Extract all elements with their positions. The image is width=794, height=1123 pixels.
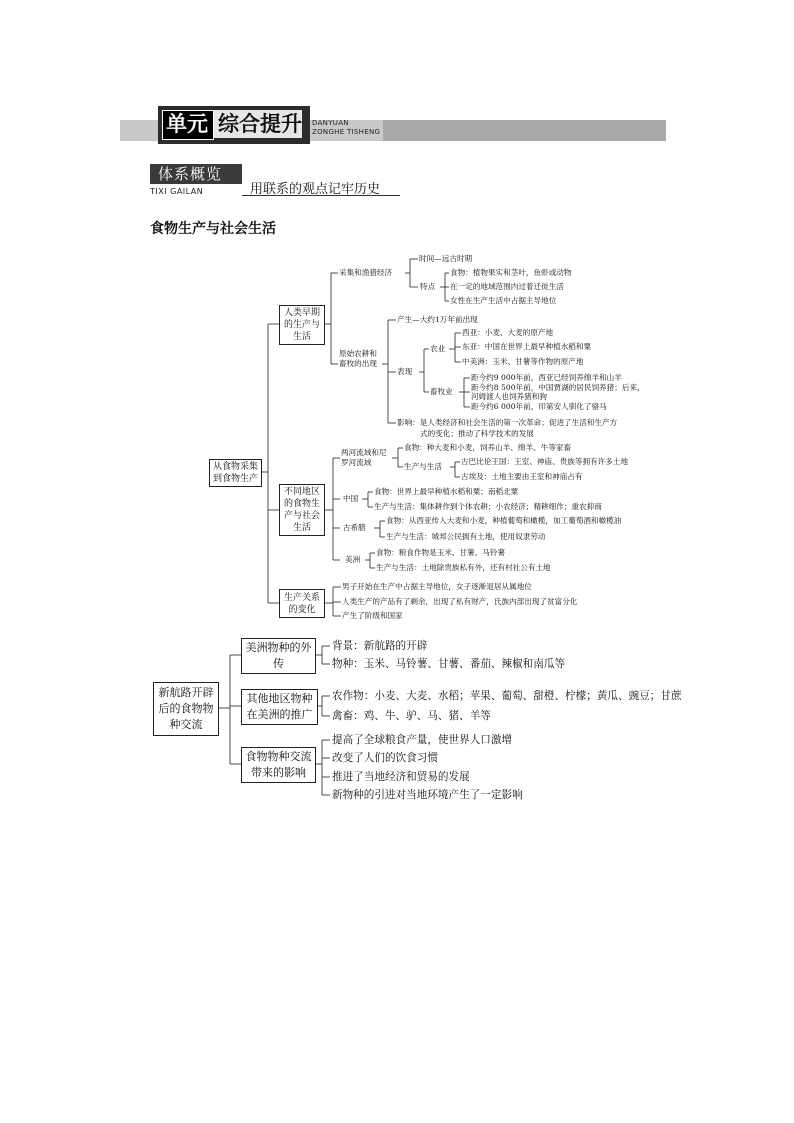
- gather-feature-3: 女性在生产生活中占据主导地位: [450, 296, 557, 305]
- map1-branch-relations: 生产关系的变化: [279, 589, 325, 618]
- map1-root: 从食物采集到食物生产: [209, 459, 262, 487]
- herd-2: 距今约8 500年前，中国贾湖的居民饲养猪；后来，: [471, 383, 645, 392]
- impact-1: 提高了全球粮食产量，使世界人口激增: [332, 734, 513, 746]
- impact-4: 新物种的引进对当地环境产生了一定影响: [332, 789, 523, 801]
- in-livestock: 禽畜：鸡、牛、驴、马、猪、羊等: [332, 710, 491, 722]
- farming-impact-2: 式的变化；推动了科学技术的发展: [420, 429, 534, 438]
- relation-2: 人类生产的产品有了剩余，出现了私有财产，氏族内部出现了贫富分化: [342, 597, 578, 606]
- map2-branch-impact: 食物物种交流带来的影响: [241, 747, 316, 783]
- out-species: 物种：玉米、马铃薯、甘薯、番茄、辣椒和南瓜等: [332, 658, 566, 670]
- region-america: 美洲: [345, 555, 361, 564]
- herd-4: 距今约6 000年前，印第安人驯化了骆马: [471, 402, 607, 411]
- impact-3: 推进了当地经济和贸易的发展: [332, 771, 470, 783]
- america-food: 食物：粮食作物是玉米、甘薯、马铃薯: [376, 548, 506, 557]
- farming-origin: 原始农耕和畜牧的出现: [339, 349, 377, 368]
- region-china: 中国: [343, 494, 359, 503]
- farming-agri: 农业: [430, 344, 446, 353]
- section-subtitle: 用联系的观点记牢历史: [250, 182, 381, 197]
- relation-1: 男子开始在生产中占据主导地位，女子逐渐退居从属地位: [342, 582, 532, 591]
- agri-1: 西亚：小麦、大麦的原产地: [462, 328, 554, 337]
- banner-pinyin-line2: ZONGHE TISHENG: [312, 128, 381, 136]
- banner-title-light: 综合提升: [218, 112, 302, 136]
- gather-time: 时间—远古时期: [419, 254, 473, 263]
- agri-2: 东亚：中国在世界上最早种植水稻和粟: [462, 342, 592, 351]
- gather-features: 特点: [420, 282, 436, 291]
- map1-branch-early: 人类早期的生产与生活: [279, 305, 325, 345]
- herd-3: 河姆渡人也饲养猪和狗: [471, 392, 547, 401]
- region-greece: 古希腊: [343, 523, 366, 532]
- farming-show: 表现: [397, 367, 413, 376]
- farming-appear: 产生—大约1万年前出现: [397, 315, 478, 324]
- meso-life-2: 古埃及：土地主要由王室和神庙占有: [461, 472, 583, 481]
- map1-branch-regions: 不同地区的食物生产与社会生活: [279, 484, 325, 536]
- region-meso: 两河流域和尼罗河流域: [341, 448, 387, 467]
- meso-life-1: 古巴比伦王国：王室、神庙、贵族等拥有许多土地: [461, 457, 629, 466]
- greece-food: 食物：从西亚传入大麦和小麦，种植葡萄和橄榄，加工葡萄酒和橄榄油: [386, 516, 622, 525]
- meso-food: 食物：种大麦和小麦，饲养山羊、绵羊、牛等家畜: [404, 443, 572, 452]
- gather-economy: 采集和渔猎经济: [339, 268, 393, 277]
- map2-branch-in: 其他地区物种在美洲的推广: [241, 689, 318, 725]
- banner-pinyin-line1: DANYUAN: [312, 119, 349, 127]
- america-life: 生产与生活：土地除贵族私有外，还有村社公有土地: [376, 563, 551, 572]
- section-title: 体系概览: [158, 165, 223, 183]
- gather-feature-2: 在一定的地域范围内过着迁徙生活: [450, 282, 564, 291]
- farming-herd: 畜牧业: [430, 387, 453, 396]
- out-background: 背景：新航路的开辟: [332, 640, 428, 652]
- main-title: 食物生产与社会生活: [150, 221, 276, 237]
- china-life: 生产与生活：集体耕作到个体农耕；小农经济；精耕细作；重农抑商: [374, 502, 602, 511]
- greece-life: 生产与生活：城邦公民拥有土地，使用奴隶劳动: [386, 532, 546, 541]
- relation-3: 产生了阶级和国家: [342, 611, 403, 620]
- gather-feature-1: 食物：植物果实和茎叶，鱼虾或动物: [450, 268, 572, 277]
- agri-3: 中美洲：玉米、甘薯等作物的原产地: [462, 357, 584, 366]
- impact-2: 改变了人们的饮食习惯: [332, 752, 438, 764]
- china-food: 食物：世界上最早种植水稻和粟；南稻北粟: [374, 487, 519, 496]
- meso-life: 生产与生活: [404, 462, 442, 471]
- banner-title-dark: 单元: [166, 112, 208, 136]
- farming-impact-1: 影响：是人类经济和社会生活的第一次革命；促进了生活和生产方: [397, 418, 618, 427]
- in-crops: 农作物：小麦、大麦、水稻；苹果、葡萄、甜橙、柠檬；黄瓜、豌豆；甘蔗: [332, 690, 682, 702]
- map2-branch-out: 美洲物种的外传: [241, 638, 316, 674]
- map2-root: 新航路开辟后的食物物种交流: [153, 682, 219, 736]
- herd-1: 距今约9 000年前，西亚已经饲养绵羊和山羊: [471, 373, 622, 382]
- section-pinyin: TIXI GAILAN: [150, 187, 204, 196]
